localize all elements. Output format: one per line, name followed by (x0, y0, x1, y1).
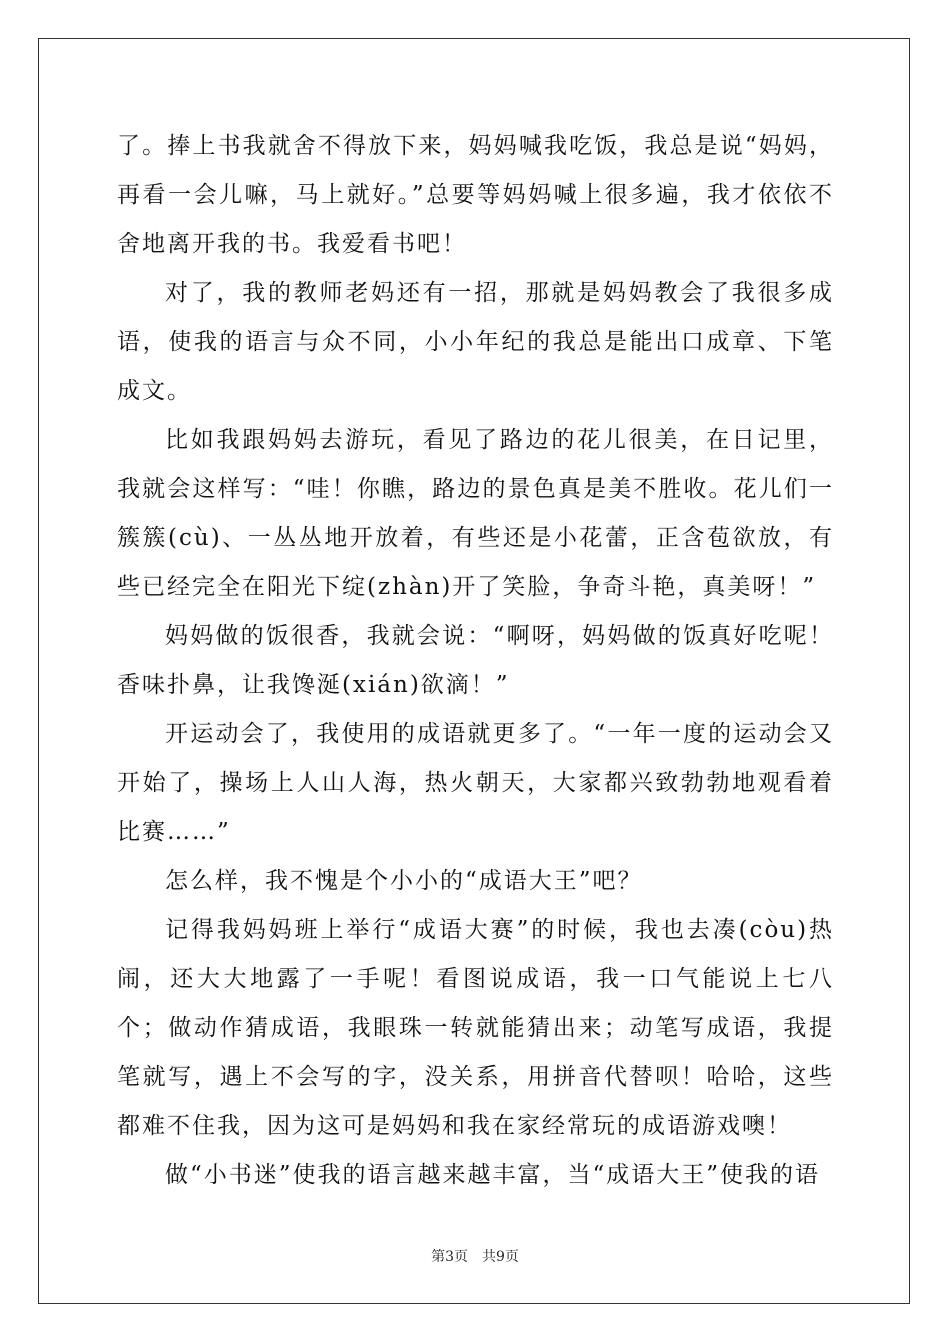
document-body (117, 122, 834, 1200)
paragraph-8: 做“小书迷”使我的语言越来越丰富，当“成语大王”使我的语 (165, 1162, 821, 1188)
paragraph-4: 妈妈做的饭很香，我就会说：“啊呀，妈妈做的饭真好吃呢！香味扑鼻，让我馋涎(xián)欲滴！” (117, 623, 834, 698)
paragraph-1: 了。捧上书我就舍不得放下来，妈妈喊我吃饭，我总是说“妈妈，再看一会儿嘛，马上就好。”总要等妈妈喊上很多遍，我才依依不舍地离开我的书。我爱看书吧！ (117, 133, 834, 257)
paragraph-5: 开运动会了，我使用的成语就更多了。“一年一度的运动会又开始了，操场上人山人海，热火朝天，大家都兴致勃勃地观看着比赛……” (117, 721, 834, 845)
paragraph-6: 怎么样，我不愧是个小小的“成语大王”吧？ (165, 868, 643, 894)
paragraph-2: 对了，我的教师老妈还有一招，那就是妈妈教会了我很多成语，使我的语言与众不同，小小年纪的我总是能出口成章、下笔成文。 (117, 280, 834, 404)
paragraph-7: 记得我妈妈班上举行“成语大赛”的时候，我也去凑(còu)热闹，还大大地露了一手呢！看图说成语，我一口气能说上七八个；做动作猜成语，我眼珠一转就能猜出来；动笔写成语，我提笔就写，遇上不会写的字，没关系，用拼音代替呗！哈哈，这些都难不住我，因为这可是妈妈和我在家经常玩的成语游戏噢！ (117, 917, 834, 1139)
paragraph-3: 比如我跟妈妈去游玩，看见了路边的花儿很美，在日记里，我就会这样写：“哇！你瞧，路边的景色真是美不胜收。花儿们一簇簇(cù)、一丛丛地开放着，有些还是小花蕾，正含苞欲放，有些已经完全在阳光下绽(zhàn)开了笑脸，争奇斗艳，真美呀！” (117, 427, 834, 600)
page-number-footer: 第3页 共9页 (431, 1249, 519, 1265)
